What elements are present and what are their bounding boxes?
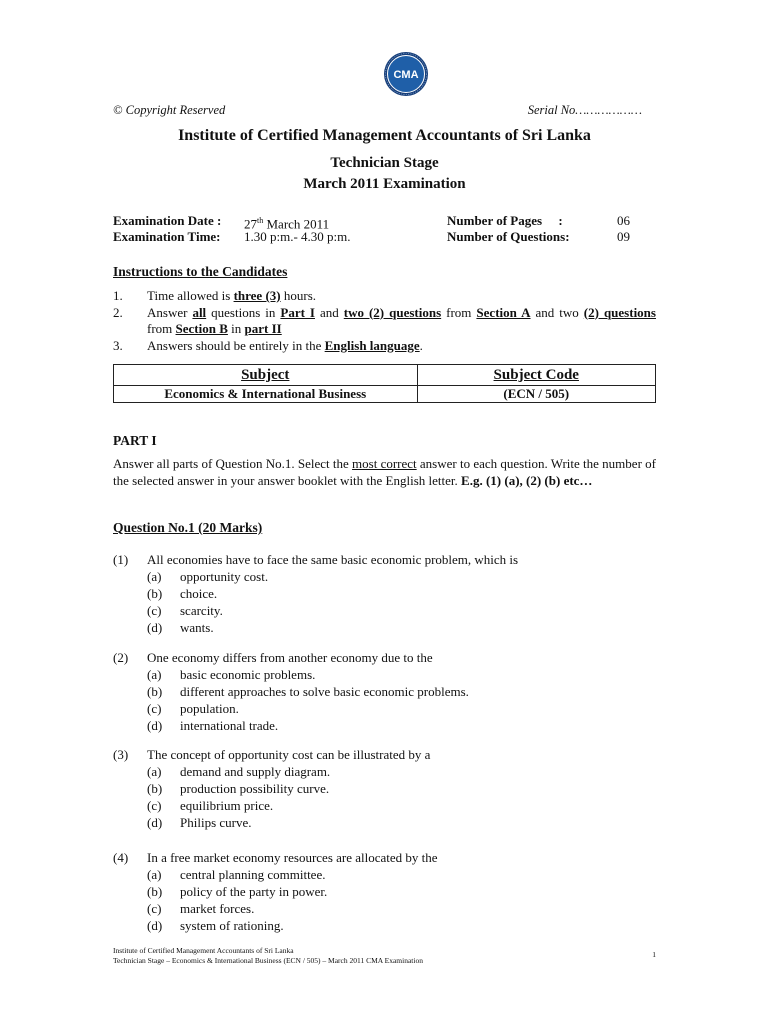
subject-table xyxy=(113,364,656,403)
cma-logo xyxy=(383,51,429,97)
questions-label: Number of Questions: xyxy=(447,229,570,244)
question-item: (1) All economies have to face the same basic economic problem, which is (a) opportunity cost. (b) choice. (c) scarcity. (d) wants. xyxy=(113,552,656,636)
question-item: (4) In a free market economy resources are allocated by the (a) central planning committee. (b) policy of the party in power. (c) market forces. (d) system of rationing. xyxy=(113,850,656,934)
question-heading: Question No.1 (20 Marks) xyxy=(113,520,263,535)
answer-option: (c) equilibrium price. xyxy=(147,798,274,813)
pages-label: Number of Pages : xyxy=(447,213,563,228)
logo-text: CMA xyxy=(393,69,419,81)
exam-date-label: Examination Date : xyxy=(113,213,222,228)
subject-code-header: Subject Code xyxy=(417,365,655,386)
exam-date-value: 27th March 2011 xyxy=(244,216,330,232)
serial-number: Serial No……………… xyxy=(527,103,642,117)
exam-time-value: 1.30 p:m.- 4.30 p:m. xyxy=(244,229,351,244)
stage-title: Technician Stage xyxy=(330,155,439,171)
answer-option: (b) policy of the party in power. xyxy=(147,884,328,899)
exam-title: March 2011 Examination xyxy=(303,176,466,192)
page-footer xyxy=(113,946,656,966)
question-item: (2) One economy differs from another economy due to the (a) basic economic problems. (b) different approaches to solve basic economic problems. (c) population. (d) international trade. xyxy=(113,650,656,734)
exam-time-label: Examination Time: xyxy=(113,229,221,244)
footer-line-2: Technician Stage – Economics & International Business (ECN / 505) – March 2011 CMA Examination xyxy=(113,956,423,965)
answer-option: (a) demand and supply diagram. xyxy=(147,764,331,779)
answer-option: (c) scarcity. xyxy=(147,603,223,618)
answer-option: (a) central planning committee. xyxy=(147,867,326,882)
instruction-item: 1. Time allowed is three (3) hours. xyxy=(113,288,316,303)
answer-option: (d) system of rationing. xyxy=(147,918,284,933)
instructions-list xyxy=(113,288,656,354)
subject-header: Subject xyxy=(114,365,418,386)
page-number: 1 xyxy=(652,950,656,959)
answer-option: (a) basic economic problems. xyxy=(147,667,316,682)
part-heading: PART I xyxy=(113,433,157,448)
answer-option: (d) wants. xyxy=(147,620,214,635)
exam-meta xyxy=(113,213,656,245)
part-instructions: Answer all parts of Question No.1. Select the most correct answer to each question. Write the number of the selected answer in your answer booklet with the English letter. E.g. (1) (a), (2) (b) etc… xyxy=(113,456,656,488)
pages-value: 06 xyxy=(617,213,630,228)
divider-line xyxy=(113,402,656,403)
footer-line-1: Institute of Certified Management Accountants of Sri Lanka xyxy=(113,946,294,955)
answer-option: (d) international trade. xyxy=(147,718,279,733)
instructions-heading: Instructions to the Candidates xyxy=(113,264,288,279)
header-top-row xyxy=(113,103,656,118)
copyright-text: © Copyright Reserved xyxy=(113,103,226,117)
instruction-item: 2. Answer all questions in Part I and two (2) questions from Section A and two (2) questions from Section B in part II xyxy=(113,304,656,336)
institute-title: Institute of Certified Management Accountants of Sri Lanka xyxy=(178,127,591,144)
subject-name: Economics & International Business xyxy=(114,386,418,403)
answer-option: (c) population. xyxy=(147,701,239,716)
answer-option: (b) production possibility curve. xyxy=(147,781,330,796)
questions-value: 09 xyxy=(617,229,630,244)
subject-code: (ECN / 505) xyxy=(417,386,655,403)
instruction-item: 3. Answers should be entirely in the English language. xyxy=(113,337,423,353)
answer-option: (d) Philips curve. xyxy=(147,815,252,830)
answer-option: (a) opportunity cost. xyxy=(147,569,269,584)
question-item: (3) The concept of opportunity cost can be illustrated by a (a) demand and supply diagram. (b) production possibility curve. (c) equilibrium price. (d) Philips curve. xyxy=(113,747,656,831)
answer-option: (b) different approaches to solve basic economic problems. xyxy=(147,684,469,699)
answer-option: (c) market forces. xyxy=(147,901,255,916)
answer-option: (b) choice. xyxy=(147,586,218,601)
